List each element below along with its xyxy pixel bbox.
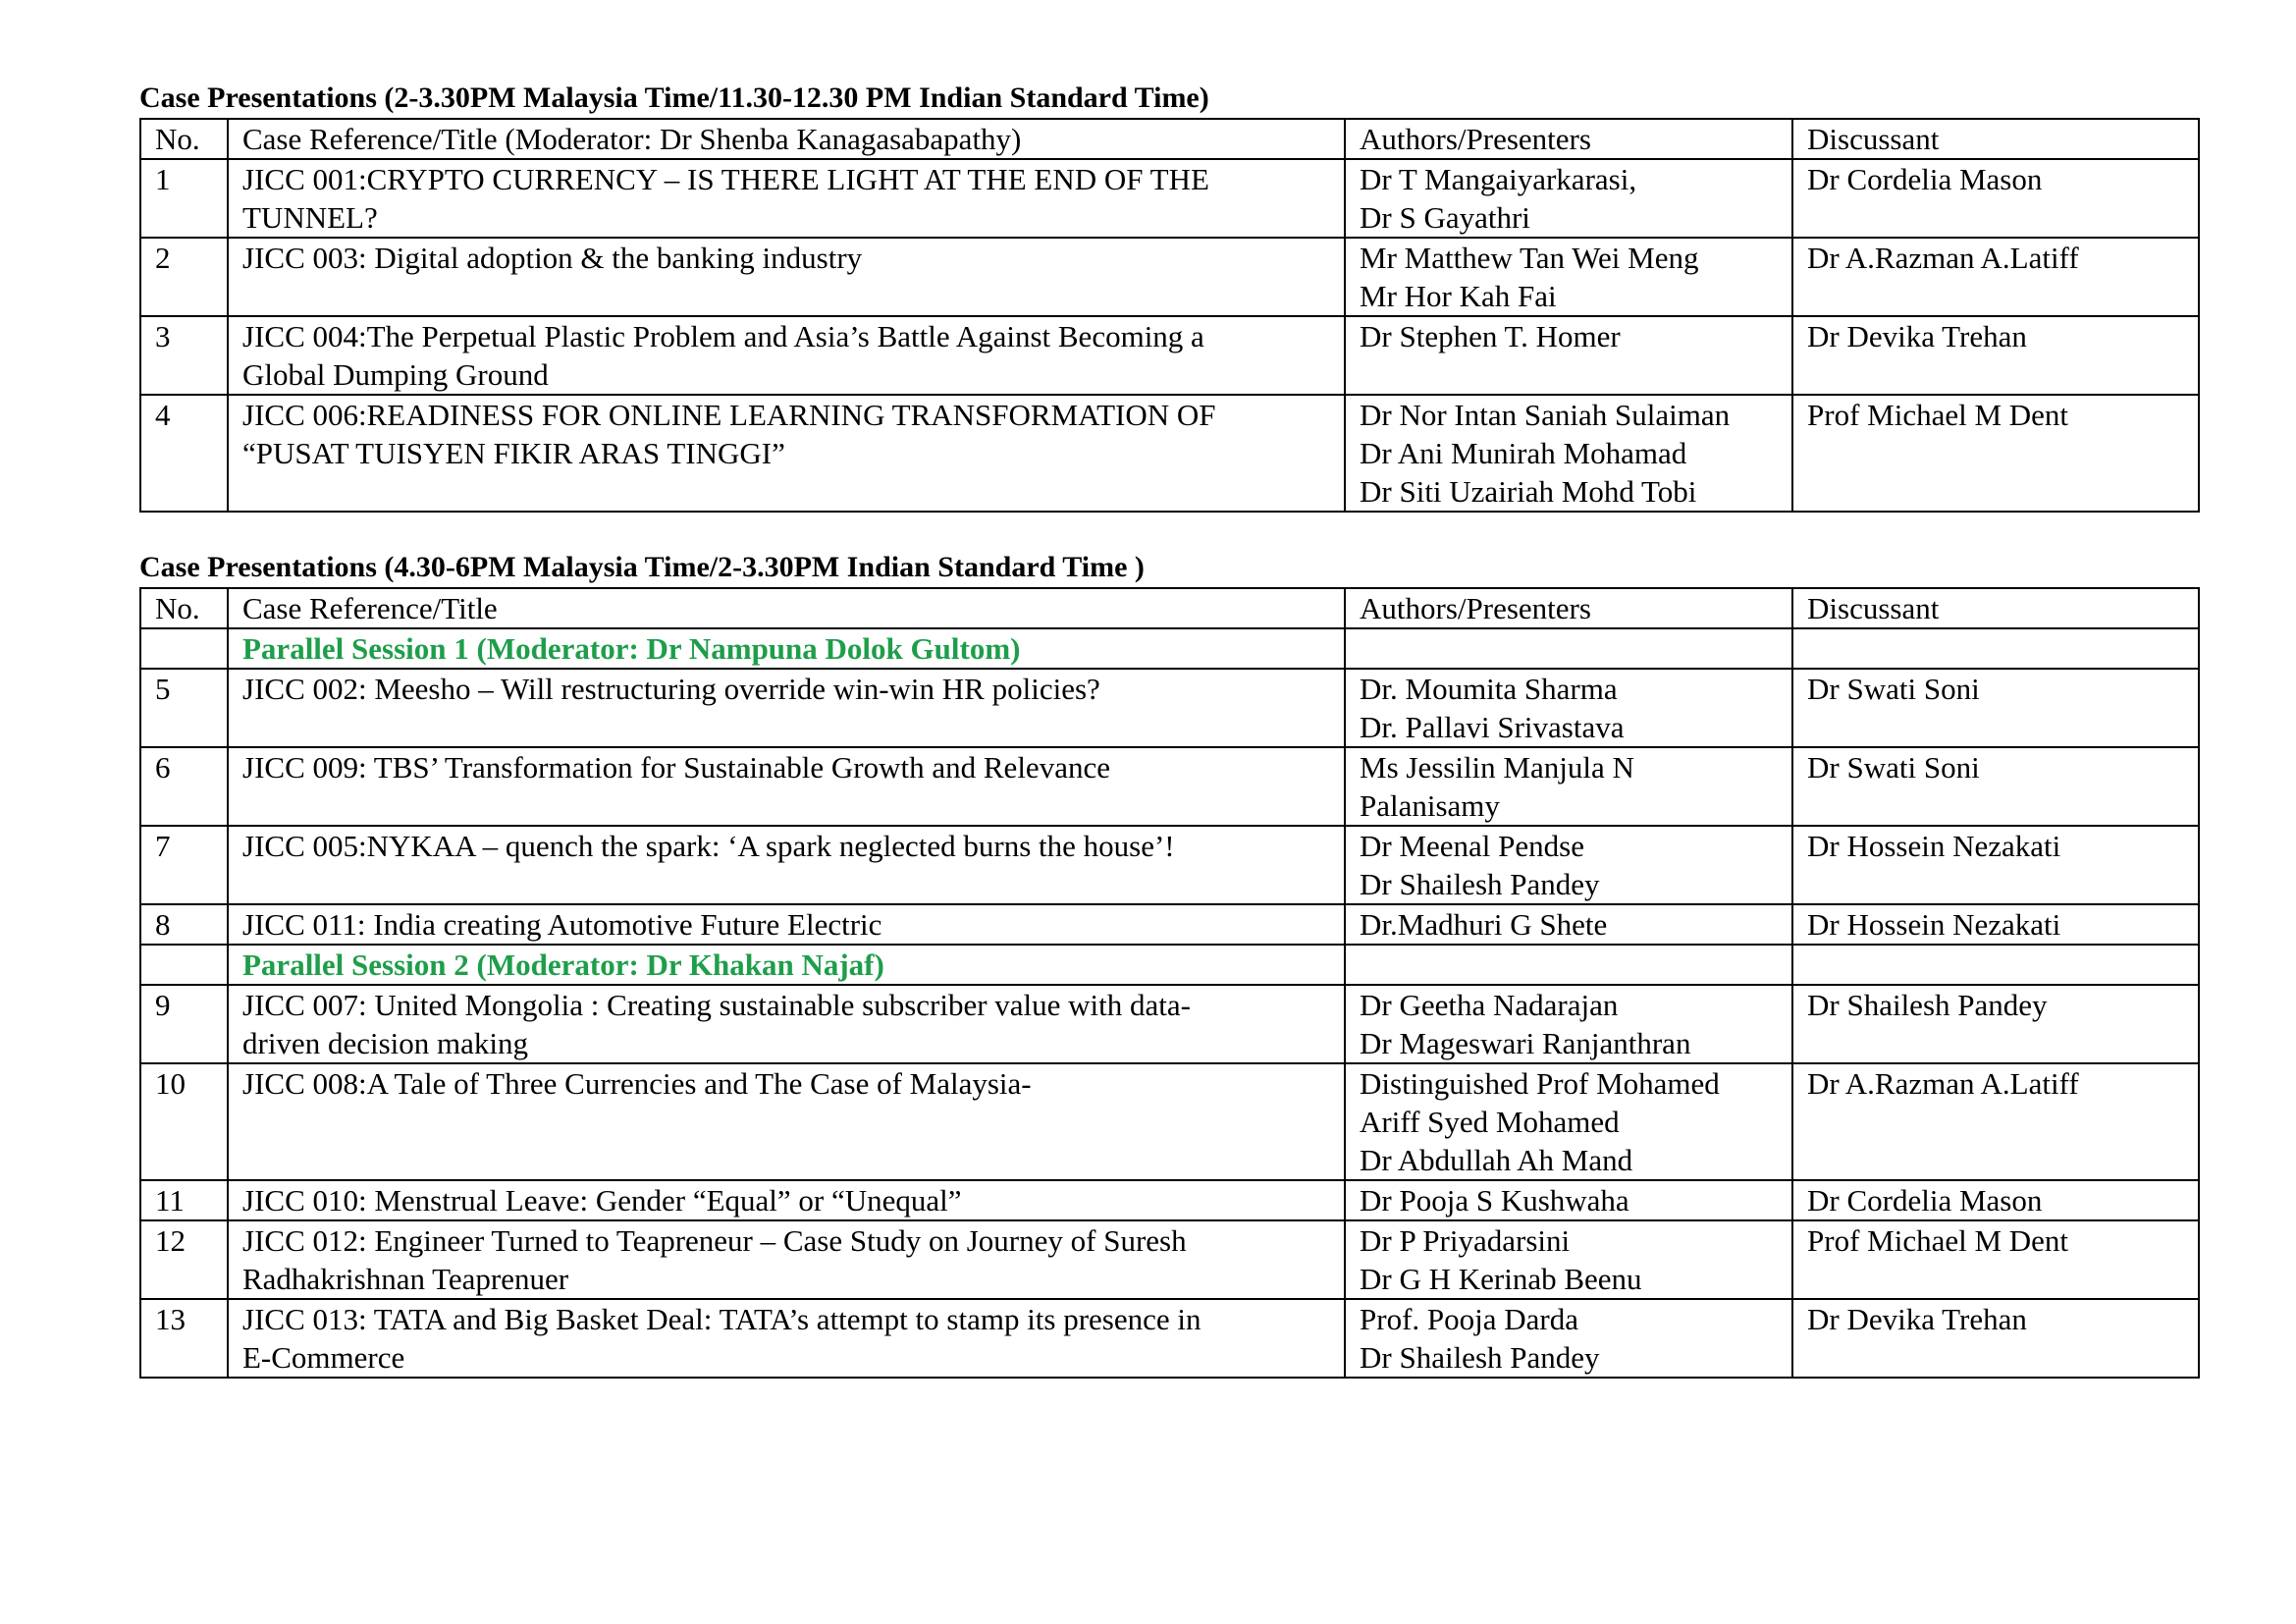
case-title-line: JICC 013: TATA and Big Basket Deal: TATA’s attempt to stamp its presence in (242, 1302, 1201, 1336)
case-title-line: JICC 002: Meesho – Will restructuring override win-win HR policies? (242, 672, 1100, 706)
parallel-session-label: Parallel Session 1 (Moderator: Dr Nampuna Dolok Gultom) (228, 628, 1345, 669)
case-title-line: JICC 007: United Mongolia : Creating sustainable subscriber value with data- (242, 988, 1191, 1022)
author-name: Dr P Priyadarsini (1360, 1223, 1571, 1258)
author-name: Dr Geetha Nadarajan (1360, 988, 1619, 1022)
table-row (140, 985, 2199, 1063)
author-name: Ms Jessilin Manjula N (1360, 750, 1634, 785)
row-number-cell: 6 (140, 747, 228, 826)
authors-cell (1345, 159, 1792, 238)
discussant-cell: Dr Devika Trehan (1792, 316, 2199, 395)
session-block-afternoon (139, 81, 2198, 513)
author-name: Dr G H Kerinab Beenu (1360, 1262, 1642, 1296)
author-name: Dr Shailesh Pandey (1360, 867, 1600, 901)
authors-cell (1345, 826, 1792, 904)
case-title-line: E-Commerce (242, 1340, 405, 1375)
case-title-cell (228, 904, 1345, 945)
author-name: Dr Meenal Pendse (1360, 829, 1584, 863)
parallel-session-label: Parallel Session 2 (Moderator: Dr Khakan Najaf) (228, 945, 1345, 985)
author-name: Mr Matthew Tan Wei Meng (1360, 241, 1699, 275)
author-name: Ariff Syed Mohamed (1360, 1105, 1620, 1139)
case-title-cell (228, 1220, 1345, 1299)
column-header-no: No. (140, 119, 228, 159)
author-name: Dr. Moumita Sharma (1360, 672, 1618, 706)
discussant-cell: Dr Swati Soni (1792, 669, 2199, 747)
author-name: Dr.Madhuri G Shete (1360, 907, 1608, 942)
discussant-cell: Dr Hossein Nezakati (1792, 904, 2199, 945)
author-name: Dr Mageswari Ranjanthran (1360, 1026, 1691, 1060)
table-row (140, 747, 2199, 826)
table-row (140, 1220, 2199, 1299)
case-title-line: Global Dumping Ground (242, 357, 549, 392)
session-heading: Case Presentations (4.30-6PM Malaysia Time/2-3.30PM Indian Standard Time ) (139, 551, 1145, 583)
table-row (140, 238, 2199, 316)
discussant-cell: Dr Cordelia Mason (1792, 1180, 2199, 1220)
table-row (140, 904, 2199, 945)
column-header-discussant: Discussant (1792, 588, 2199, 628)
author-name: Prof. Pooja Darda (1360, 1302, 1578, 1336)
case-title-line: JICC 011: India creating Automotive Future Electric (242, 907, 882, 942)
author-name: Dr Abdullah Ah Mand (1360, 1143, 1633, 1177)
authors-cell (1345, 1299, 1792, 1378)
authors-cell (1345, 904, 1792, 945)
parallel-session-row (140, 628, 2199, 669)
case-title-cell (228, 826, 1345, 904)
row-number-cell: 11 (140, 1180, 228, 1220)
author-name: Distinguished Prof Mohamed (1360, 1066, 1720, 1101)
table-row (140, 159, 2199, 238)
case-title-line: Radhakrishnan Teaprenuer (242, 1262, 569, 1296)
row-number-cell: 13 (140, 1299, 228, 1378)
case-title-cell (228, 395, 1345, 512)
case-title-cell (228, 1180, 1345, 1220)
author-name: Dr Stephen T. Homer (1360, 319, 1621, 353)
author-name: Palanisamy (1360, 788, 1500, 823)
table-row (140, 316, 2199, 395)
case-title-cell (228, 1063, 1345, 1180)
author-name: Dr Nor Intan Saniah Sulaiman (1360, 398, 1731, 432)
row-number-cell: 9 (140, 985, 228, 1063)
case-title-line: JICC 003: Digital adoption & the banking industry (242, 241, 863, 275)
row-number-cell: 5 (140, 669, 228, 747)
case-title-cell (228, 238, 1345, 316)
column-header-no: No. (140, 588, 228, 628)
table-row (140, 1180, 2199, 1220)
discussant-cell: Prof Michael M Dent (1792, 1220, 2199, 1299)
author-name: Dr S Gayathri (1360, 200, 1530, 235)
discussant-cell: Dr Devika Trehan (1792, 1299, 2199, 1378)
case-title-line: JICC 010: Menstrual Leave: Gender “Equal” or “Unequal” (242, 1183, 962, 1218)
row-number-cell: 3 (140, 316, 228, 395)
authors-cell (1345, 395, 1792, 512)
table-row (140, 1299, 2199, 1378)
discussant-cell: Prof Michael M Dent (1792, 395, 2199, 512)
row-number-cell: 8 (140, 904, 228, 945)
column-header-authors: Authors/Presenters (1345, 119, 1792, 159)
authors-cell (1345, 985, 1792, 1063)
authors-cell (1345, 747, 1792, 826)
table-row (140, 395, 2199, 512)
row-number-cell: 12 (140, 1220, 228, 1299)
row-number-cell (140, 945, 228, 985)
row-number-cell (140, 628, 228, 669)
session-heading: Case Presentations (2-3.30PM Malaysia Time/11.30-12.30 PM Indian Standard Time) (139, 81, 1209, 114)
authors-cell (1345, 669, 1792, 747)
case-title-cell (228, 747, 1345, 826)
table-header-row (140, 119, 2199, 159)
authors-cell (1345, 628, 1792, 669)
case-title-line: JICC 008:A Tale of Three Currencies and The Case of Malaysia- (242, 1066, 1032, 1101)
parallel-session-row (140, 945, 2199, 985)
authors-cell (1345, 945, 1792, 985)
discussant-cell (1792, 628, 2199, 669)
author-name: Mr Hor Kah Fai (1360, 279, 1557, 313)
authors-cell (1345, 1220, 1792, 1299)
authors-cell (1345, 1180, 1792, 1220)
case-title-line: JICC 012: Engineer Turned to Teapreneur – Case Study on Journey of Suresh (242, 1223, 1187, 1258)
case-title-cell (228, 669, 1345, 747)
discussant-cell: Dr Hossein Nezakati (1792, 826, 2199, 904)
author-name: Dr Shailesh Pandey (1360, 1340, 1600, 1375)
case-title-line: JICC 005:NYKAA – quench the spark: ‘A spark neglected burns the house’! (242, 829, 1175, 863)
case-title-line: driven decision making (242, 1026, 528, 1060)
case-title-cell (228, 159, 1345, 238)
session-block-evening (139, 550, 2198, 1379)
authors-cell (1345, 316, 1792, 395)
case-title-cell (228, 316, 1345, 395)
column-header-title: Case Reference/Title (228, 588, 1345, 628)
row-number-cell: 1 (140, 159, 228, 238)
author-name: Dr Ani Munirah Mohamad (1360, 436, 1687, 470)
case-title-line: JICC 001:CRYPTO CURRENCY – IS THERE LIGHT AT THE END OF THE (242, 162, 1209, 196)
author-name: Dr Siti Uzairiah Mohd Tobi (1360, 474, 1697, 509)
authors-cell (1345, 238, 1792, 316)
table-row (140, 1063, 2199, 1180)
discussant-cell: Dr Cordelia Mason (1792, 159, 2199, 238)
column-header-title: Case Reference/Title (Moderator: Dr Shenba Kanagasabapathy) (228, 119, 1345, 159)
case-table (139, 587, 2200, 1379)
row-number-cell: 2 (140, 238, 228, 316)
discussant-cell: Dr A.Razman A.Latiff (1792, 238, 2199, 316)
column-header-discussant: Discussant (1792, 119, 2199, 159)
discussant-cell: Dr Shailesh Pandey (1792, 985, 2199, 1063)
author-name: Dr Pooja S Kushwaha (1360, 1183, 1629, 1218)
table-row (140, 669, 2199, 747)
discussant-cell: Dr A.Razman A.Latiff (1792, 1063, 2199, 1180)
discussant-cell (1792, 945, 2199, 985)
table-header-row (140, 588, 2199, 628)
author-name: Dr T Mangaiyarkarasi, (1360, 162, 1637, 196)
case-title-line: “PUSAT TUISYEN FIKIR ARAS TINGGI” (242, 436, 785, 470)
case-title-line: JICC 009: TBS’ Transformation for Sustainable Growth and Relevance (242, 750, 1110, 785)
case-title-line: TUNNEL? (242, 200, 378, 235)
table-row (140, 826, 2199, 904)
case-title-line: JICC 006:READINESS FOR ONLINE LEARNING TRANSFORMATION OF (242, 398, 1216, 432)
case-title-cell (228, 985, 1345, 1063)
row-number-cell: 4 (140, 395, 228, 512)
column-header-authors: Authors/Presenters (1345, 588, 1792, 628)
author-name: Dr. Pallavi Srivastava (1360, 710, 1625, 744)
case-title-cell (228, 1299, 1345, 1378)
row-number-cell: 10 (140, 1063, 228, 1180)
authors-cell (1345, 1063, 1792, 1180)
row-number-cell: 7 (140, 826, 228, 904)
discussant-cell: Dr Swati Soni (1792, 747, 2199, 826)
case-title-line: JICC 004:The Perpetual Plastic Problem and Asia’s Battle Against Becoming a (242, 319, 1204, 353)
case-table (139, 118, 2200, 513)
